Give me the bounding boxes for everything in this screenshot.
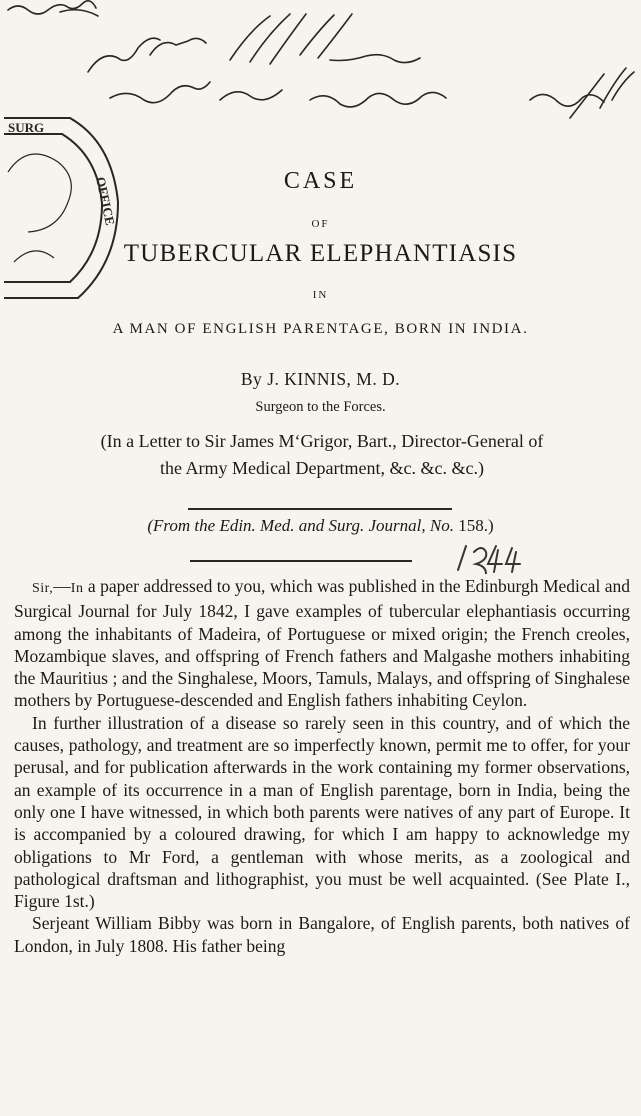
author-name: J. KINNIS, M. D. bbox=[267, 369, 401, 389]
source-journal: From the Edin. Med. and Surg. Journal, No. bbox=[153, 516, 454, 535]
paragraph-2: In further illustration of a disease so rarely seen in this country, and of which the causes, pathology, and treatment are so imperfectly known, permit me to offer, for your perusal, and for publication afterwards in the work containing my former observations, an example of its occurrence in a man of English parentage, born in India, being the only one I have witnessed, in which both parents were natives of any part of Europe. It is accompanied by a coloured drawing, for which I am happy to acknowledge my obligations to Mr Ford, a gentleman with whose merits, as a zoological and pathological draftsman and lithographist, you must be well acquainted. (See Plate I., Figure 1st.) bbox=[14, 712, 630, 912]
title-case: CASE bbox=[283, 168, 358, 194]
library-stamp bbox=[0, 112, 132, 312]
stamp-top-text: SURG bbox=[8, 120, 45, 135]
opening-word: In bbox=[70, 581, 84, 596]
letter-note-line-1: (In a Letter to Sir James M‘Grigor, Bart., Director-General of bbox=[100, 431, 544, 451]
stamp-side-text: OFFICE bbox=[93, 175, 118, 227]
author-role: Surgeon to the Forces. bbox=[255, 399, 386, 415]
source-open-paren: ( bbox=[147, 516, 154, 535]
divider-top bbox=[188, 508, 452, 510]
letter-note bbox=[16, 428, 628, 482]
divider-bottom bbox=[190, 560, 412, 562]
paragraph-1 bbox=[14, 575, 630, 712]
title-of: OF bbox=[311, 218, 330, 230]
source-close-paren: ) bbox=[487, 516, 494, 535]
paragraph-3: Serjeant William Bibby was born in Bangalore, of English parents, both natives of London, in July 1808. His father being bbox=[14, 913, 630, 956]
letter-note-line-2: the Army Medical Department, &c. &c. &c.) bbox=[160, 458, 484, 478]
source-number: 158. bbox=[453, 516, 488, 535]
body-text bbox=[14, 575, 630, 957]
source-citation bbox=[0, 516, 641, 536]
handwritten-year-note bbox=[452, 540, 532, 574]
salutation: Sir, bbox=[32, 581, 54, 596]
subtitle: A MAN OF ENGLISH PARENTAGE, BORN IN INDIA. bbox=[112, 321, 529, 337]
title-in: IN bbox=[312, 289, 329, 301]
dash: — bbox=[53, 576, 71, 596]
page-title: TUBERCULAR ELEPHANTIASIS bbox=[123, 240, 518, 267]
author-by: By bbox=[240, 369, 263, 389]
author-line bbox=[0, 369, 641, 390]
paragraph-1-text: a paper addressed to you, which was published in the Edinburgh Medical and Surgical Journal for July 1842, I gave examples of tubercular elephantiasis occurring among the inhabitants of Madeira, of Portuguese or mixed origin; the French creoles, Mozambique slaves, and offspring of French fathers and Malgashe mothers inhabiting the Mauritius ; and the Singhalese, Moors, Tamuls, Malays, and offspring of Singhalese mothers by Portuguese-descended and English fathers inhabiting Ceylon. bbox=[14, 576, 630, 711]
